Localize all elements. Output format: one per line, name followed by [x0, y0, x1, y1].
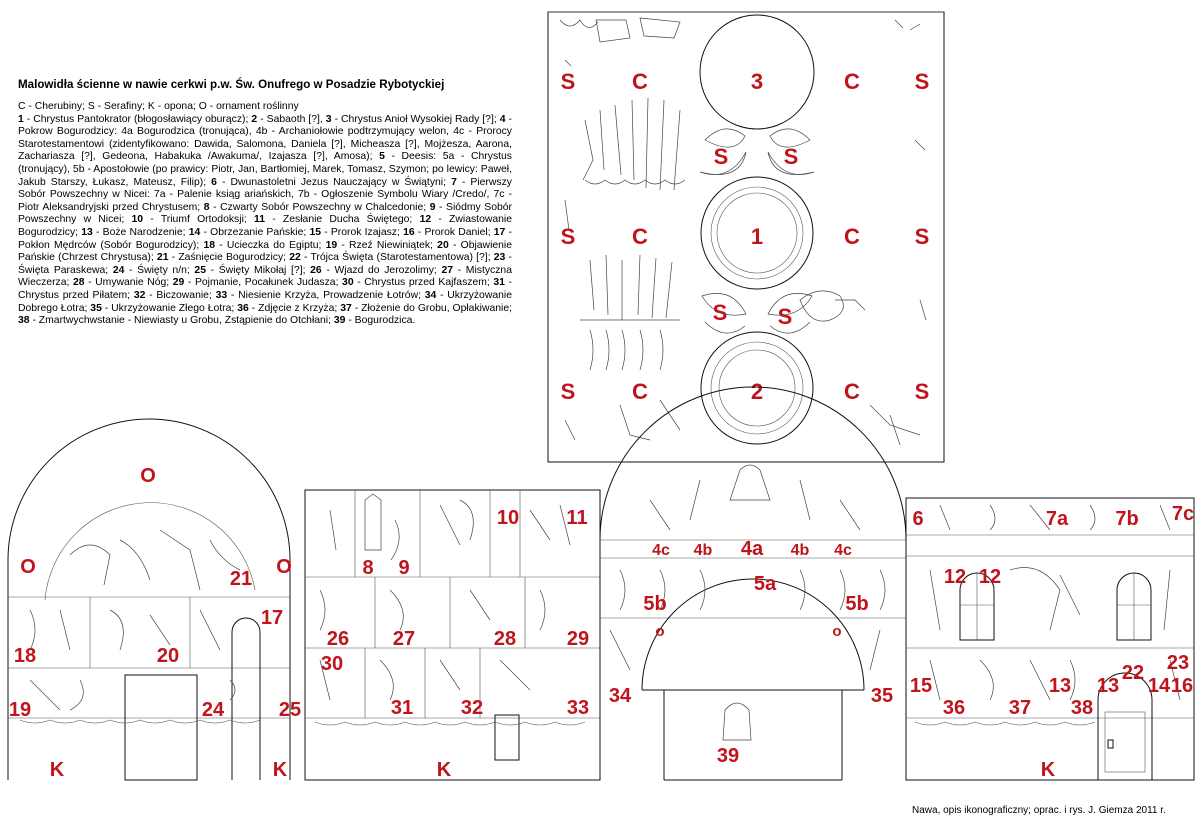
wall-label: 4b: [790, 542, 810, 559]
wall-label: K: [49, 759, 65, 781]
credit-line: Nawa, opis ikonograficzny; oprac. i rys. J. Giemza 2011 r.: [912, 805, 1166, 816]
vault-label: S: [560, 69, 576, 94]
vault-label: C: [844, 224, 860, 249]
legend-item: 32 - Biczowanie;: [133, 289, 216, 301]
wall-label: 39: [716, 745, 740, 767]
legend-item: 24 - Święty n/n;: [112, 264, 195, 276]
vault-label: C: [844, 379, 860, 404]
legend-item: 34 - Ukrzyżowanie Dobrego Łotra;: [18, 289, 512, 314]
wall-label: 29: [566, 628, 590, 650]
legend-item: 37 - Złożenie do Grobu, Opłakiwanie;: [340, 302, 512, 314]
wall-north: [305, 490, 600, 780]
wall-label: 18: [13, 645, 37, 667]
wall-label: 14: [1147, 675, 1171, 697]
wall-label: 5b: [643, 593, 667, 615]
wall-label: 37: [1008, 697, 1032, 719]
vault-label: S: [914, 69, 930, 94]
vault-label: 2: [750, 379, 764, 404]
west-doorway: [125, 675, 197, 780]
wall-label: 5a: [753, 573, 777, 595]
wall-label: 19: [8, 699, 32, 721]
legend-item: 17 - Pokłon Mędrców (Sobór Bogurodzicy);: [18, 226, 512, 251]
vault-figures-right: [800, 20, 926, 445]
wall-label: o: [655, 623, 665, 640]
legend-item: 38 - Zmartwychwstanie - Niewiasty u Grobu, Zstąpienie do Otchłani;: [18, 315, 334, 327]
wall-label: 27: [392, 628, 416, 650]
vault-frame: [548, 12, 944, 462]
legend-item: 8 - Czwarty Sobór Powszechny w Chalcedonie;: [203, 201, 430, 213]
wall-label: 36: [942, 697, 966, 719]
east-arch: [642, 579, 864, 690]
legend-item: 35 - Ukrzyżowanie Złego Łotra;: [90, 302, 238, 314]
legend-item: 33 - Niesienie Krzyża, Prowadzenie Łotrów;: [215, 289, 425, 301]
legend-intro: C - Cherubiny; S - Serafiny; K - opona; O - ornament roślinny: [18, 101, 299, 112]
legend-item: 15 - Prorok Izajasz;: [309, 226, 404, 238]
wall-label: O: [140, 465, 156, 487]
wall-label: 4a: [740, 538, 764, 560]
vault-label: C: [844, 69, 860, 94]
vault-figures-left: [560, 18, 685, 440]
wall-north-outline: [305, 490, 600, 780]
vault-plan: [548, 12, 944, 462]
wall-label: 21: [229, 568, 253, 590]
wall-label: 8: [362, 557, 374, 579]
wall-label: 17: [260, 607, 284, 629]
legend-item: 25 - Święty Mikołaj [?];: [194, 264, 311, 276]
wall-label: 7c: [1171, 503, 1195, 525]
wall-label: 7b: [1115, 508, 1139, 530]
wall-label: 34: [608, 685, 632, 707]
vault-label: 3: [750, 69, 764, 94]
wall-label: 20: [156, 645, 180, 667]
legend-item: 14 - Obrzezanie Pańskie;: [188, 226, 310, 238]
wall-label: 30: [320, 653, 344, 675]
wall-label: 12: [943, 566, 967, 588]
wall-label: 12: [978, 566, 1002, 588]
wall-label: 31: [390, 697, 414, 719]
wall-label: 35: [870, 685, 894, 707]
vault-label: C: [632, 224, 648, 249]
vault-label: S: [560, 379, 576, 404]
wall-label: 11: [566, 507, 588, 529]
legend-item: 23 - Święta Paraskewa;: [18, 252, 512, 276]
vault-label: S: [713, 144, 729, 169]
vault-label: C: [632, 69, 648, 94]
wall-label: 6: [912, 508, 924, 530]
legend-item: 2 - Sabaoth [?],: [251, 113, 326, 125]
legend-item: 1 - Chrystus Pantokrator (błogosławiący oburącz);: [18, 113, 252, 125]
wall-label: 25: [278, 699, 302, 721]
wall-label: 4c: [652, 542, 670, 559]
legend-item: 6 - Dwunastoletni Jezus Nauczający w Świątyni;: [211, 176, 452, 188]
wall-labels: [9, 465, 1194, 781]
legend-item: 5 - Deesis: 5a - Chrystus (tronujący), 5b - Apostołowie (po prawicy: Piotr, Jan, Bartłomiej, Marek, Tomasz, Szymon; po lewicy: Paweł, Jakub Starszy, Łukasz, Mateusz, Filip);: [18, 151, 513, 188]
legend-item: 11 - Zesłanie Ducha Świętego;: [254, 214, 420, 226]
wall-label: 28: [493, 628, 517, 650]
wall-label: 16: [1170, 675, 1194, 697]
legend-item: 22 - Trójca Święta (Starotestamentowa) [?];: [289, 252, 494, 264]
wall-label: 22: [1121, 662, 1145, 684]
page-title: Malowidła ścienne w nawie cerkwi p.w. Św. Onufrego w Posadzie Rybotyckiej: [18, 78, 445, 91]
legend-item: 31 - Chrystus przed Piłatem;: [18, 277, 512, 301]
wall-label: 10: [496, 507, 520, 529]
vault-label: S: [560, 224, 576, 249]
wall-label: 13: [1096, 675, 1120, 697]
legend-item: 20 - Objawienie Pańskie (Chrzest Chrystusa);: [18, 239, 513, 264]
legend-item: 19 - Rzeź Niewiniątek;: [325, 239, 438, 251]
wall-label: 13: [1048, 675, 1072, 697]
legend-item: 7 - Pierwszy Sobór Powszechny w Nicei: 7a - Palenie ksiąg ariańskich, 7b - Ogłoszenie Symbolu Wiary /Credo/, 7c - Piotr Aleksandryjski przed Chrystusem;: [18, 176, 512, 213]
legend-item: 36 - Zdjęcie z Krzyża;: [237, 302, 341, 314]
wall-label: 26: [326, 628, 350, 650]
wall-label: 24: [201, 699, 225, 721]
legend-item: 4 - Pokrow Bogurodzicy: 4a Bogurodzica (tronująca), 4b - Archaniołowie podtrzymujący welon, 4c - Prorocy Starotestamentowi (zidentyfikowano: Dawida, Salomona, Daniela [?], Micheasza [?], Mojżesza, Aarona, Zachariasza [?], Gedeona, Habakuka /Awakuma/, Izajasza [?], Amosa);: [18, 113, 512, 163]
vault-label: S: [783, 144, 799, 169]
vault-label: S: [914, 379, 930, 404]
north-window: [495, 715, 519, 760]
west-niche: [232, 618, 260, 780]
legend-item: 29 - Pojmanie, Pocałunek Judasza;: [172, 277, 343, 289]
legend-item: 39 - Bogurodzica.: [333, 315, 416, 327]
legend-item: 12 - Zwiastowanie Bogurodzicy;: [18, 214, 512, 238]
legend-item: 13 - Boże Narodzenie;: [81, 226, 189, 238]
vault-label: S: [777, 304, 793, 329]
legend-item: 30 - Chrystus przed Kajfaszem;: [342, 277, 494, 289]
legend-item: 27 - Mistyczna Wieczerza;: [18, 264, 512, 289]
wall-label: K: [1040, 759, 1056, 781]
vault-label: 1: [750, 224, 764, 249]
wall-label: 15: [909, 675, 933, 697]
wall-label: O: [20, 556, 36, 578]
legend-item: 28 - Umywanie Nóg;: [72, 277, 173, 289]
wall-south: [906, 498, 1194, 780]
vault-label: C: [632, 379, 648, 404]
legend-item: 9 - Siódmy Sobór Powszechny w Nicei;: [18, 201, 512, 226]
vault-label: S: [914, 224, 930, 249]
wall-label: 4b: [693, 542, 713, 559]
wall-label: 38: [1070, 697, 1094, 719]
wall-label: 9: [398, 557, 410, 579]
legend-item: 21 - Zaśnięcie Bogurodzicy;: [156, 252, 290, 264]
wall-label: 23: [1166, 652, 1190, 674]
wall-label: K: [272, 759, 288, 781]
wall-label: 32: [460, 697, 484, 719]
wall-label: 7a: [1045, 508, 1069, 530]
wall-label: o: [832, 623, 842, 640]
wall-label: 5b: [845, 593, 869, 615]
legend-item: 16 - Prorok Daniel;: [403, 226, 494, 238]
legend-item: 10 - Triumf Ortodoksji;: [131, 214, 254, 226]
vault-label: S: [712, 300, 728, 325]
wall-label: 4c: [834, 542, 852, 559]
wall-label: 33: [566, 697, 590, 719]
legend-item: 3 - Chrystus Anioł Wysokiej Rady [?];: [325, 113, 500, 125]
wall-label: K: [436, 759, 452, 781]
legend-item: 26 - Wjazd do Jerozolimy;: [310, 264, 442, 276]
legend-item: 18 - Ucieczka do Egiptu;: [203, 239, 326, 251]
wall-label: O: [276, 556, 292, 578]
